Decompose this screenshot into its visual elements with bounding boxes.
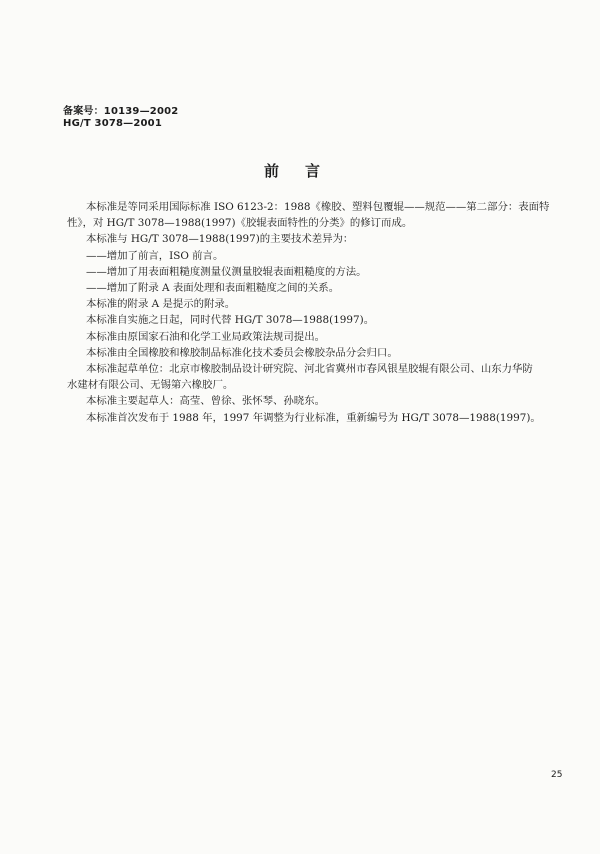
- list-item: ——增加了附录 A 表面处理和表面粗糙度之间的关系。: [86, 282, 340, 295]
- paragraph: 本标准与 HG/T 3078—1988(1997)的主要技术差异为：: [86, 233, 354, 246]
- record-number: 备案号：10139—2002: [63, 106, 179, 117]
- paragraph: 本标准自实施之日起，同时代替 HG/T 3078—1988(1997)。: [86, 314, 375, 327]
- paragraph: 本标准由原国家石油和化学工业局政策法规司提出。: [86, 330, 325, 343]
- paragraph: 本标准是等同采用国际标准 ISO 6123-2：1988《橡胶、塑料包覆辊——规范——第二部分：表面特: [86, 201, 550, 213]
- list-item: ——增加了前言，ISO 前言。: [86, 249, 224, 262]
- paragraph: 本标准主要起草人：高莹、曾徐、张怀琴、孙晓东。: [86, 395, 325, 408]
- paragraph-continuation: 水建材有限公司、无锡第六橡胶厂。: [67, 379, 234, 392]
- list-item: ——增加了用表面粗糙度测量仪测量胶辊表面粗糙度的方法。: [86, 265, 367, 278]
- paragraph-continuation: 性》，对 HG/T 3078—1988(1997)《胶辊表面特性的分类》的修订而成。: [67, 217, 413, 230]
- paragraph: 本标准起草单位：北京市橡胶制品设计研究院、河北省冀州市春风银星胶辊有限公司、山东力华防: [86, 363, 533, 376]
- paragraph: 本标准由全国橡胶和橡胶制品标准化技术委员会橡胶杂品分会归口。: [86, 346, 398, 359]
- page-number: 25: [551, 770, 563, 780]
- paragraph: 本标准首次发布于 1988 年，1997 年调整为行业标准，重新编号为 HG/T 3078—1988(1997)。: [86, 411, 541, 424]
- standard-number: HG/T 3078—2001: [63, 118, 162, 129]
- page-title: 前言: [263, 162, 346, 180]
- foreword-body: [67, 199, 550, 426]
- paragraph: 本标准的附录 A 是提示的附录。: [86, 298, 236, 311]
